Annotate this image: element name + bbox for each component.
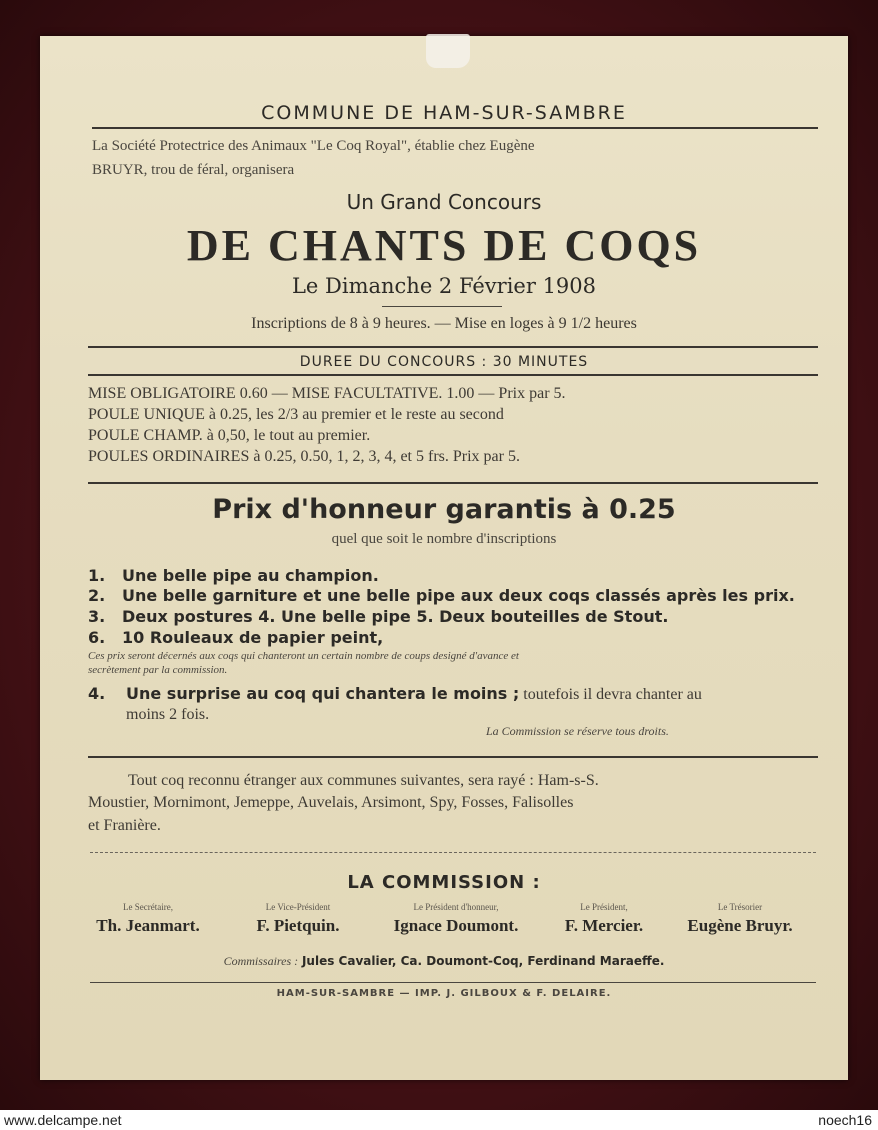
- reserve-note: La Commission se réserve tous droits.: [486, 724, 669, 738]
- mise-line: POULE UNIQUE à 0.25, les 2/3 au premier et le reste au second: [88, 406, 504, 423]
- signatory-name: Ignace Doumont.: [393, 916, 519, 935]
- surprise-line-2: moins 2 fois.: [126, 706, 210, 723]
- mise-line: POULE CHAMP. à 0,50, le tout au premier.: [88, 427, 371, 444]
- signatory-tresorier: [660, 902, 820, 936]
- signatory-president-honneur: [376, 902, 536, 936]
- duree-heading: DUREE DU CONCOURS : 30 MINUTES: [299, 354, 589, 370]
- etranger-line-2: Moustier, Mornimont, Jemeppe, Auvelais, Arsimont, Spy, Fosses, Falisolles: [88, 794, 574, 811]
- etranger-line-3: et Franière.: [88, 817, 161, 834]
- divider-duree-top: [88, 346, 818, 348]
- prize-text: Une belle pipe au champion.: [122, 566, 379, 585]
- signatory-role: Le Vice-Président: [265, 902, 331, 912]
- surprise-rest: toutefois il devra chanter au: [519, 686, 702, 703]
- signatory-vice-president: [218, 902, 378, 936]
- prize-number: 3.: [88, 607, 106, 626]
- signatory-name: F. Pietquin.: [256, 916, 340, 935]
- signatory-name: F. Mercier.: [564, 916, 644, 935]
- grand-concours-heading: Un Grand Concours: [346, 190, 542, 214]
- divider-etranger: [88, 756, 818, 758]
- surprise-number: 4.: [88, 684, 106, 703]
- event-date: Le Dimanche 2 Février 1908: [291, 274, 597, 298]
- signatory-role: Le Président,: [580, 902, 628, 912]
- divider-imprimeur: [90, 982, 816, 983]
- mise-line: POULES ORDINAIRES à 0.25, 0.50, 1, 2, 3, 4, et 5 frs. Prix par 5.: [88, 448, 520, 465]
- commission-heading: LA COMMISSION :: [347, 872, 541, 893]
- prize-text: 10 Rouleaux de papier peint,: [122, 628, 384, 647]
- torn-corner: [426, 34, 470, 68]
- signatory-name: Th. Jeanmart.: [96, 916, 200, 935]
- prize-note-line-1: Ces prix seront décernés aux coqs qui chanteront un certain nombre de coups designé d'avance et: [88, 650, 519, 662]
- prix-subheading: quel que soit le nombre d'inscriptions: [331, 531, 557, 547]
- intro-line-2: BRUYR, trou de féral, organisera: [92, 162, 295, 178]
- watermark-left: www.delcampe.net: [4, 1112, 122, 1128]
- prize-note-line-2: secrètement par la commission.: [88, 664, 228, 676]
- surprise-line: [88, 684, 702, 704]
- watermark-right: noech16: [818, 1112, 872, 1128]
- divider-top: [92, 127, 818, 129]
- imprimeur-line: HAM-SUR-SAMBRE — IMP. J. GILBOUX & F. DELAIRE.: [276, 988, 612, 999]
- prize-item: [88, 586, 795, 605]
- prize-item: [88, 566, 379, 585]
- signatory-role: Le Secrétaire,: [123, 902, 173, 912]
- surprise-bold: Une surprise au coq qui chantera le moins ;: [126, 684, 520, 703]
- inscriptions-line: Inscriptions de 8 à 9 heures. — Mise en loges à 9 1/2 heures: [251, 315, 637, 332]
- prize-number: 1.: [88, 566, 106, 585]
- poster-sheet: [40, 36, 848, 1080]
- divider-duree-bottom: [88, 374, 818, 376]
- signatory-role: Le Président d'honneur,: [413, 902, 499, 912]
- prize-item: [88, 607, 668, 626]
- divider-commission: [90, 852, 816, 853]
- commissaires-label: Commissaires :: [223, 954, 299, 968]
- signatory-role: Le Trésorier: [717, 902, 763, 912]
- watermark-strip: [0, 1110, 878, 1130]
- commune-heading: COMMUNE DE HAM-SUR-SAMBRE: [261, 102, 627, 124]
- prize-text: Une belle garniture et une belle pipe aux deux coqs classés après les prix.: [122, 586, 795, 605]
- intro-line-1: La Société Protectrice des Animaux "Le Coq Royal", établie chez Eugène: [92, 138, 535, 154]
- etranger-line-1: Tout coq reconnu étranger aux communes suivantes, sera rayé : Ham-s-S.: [128, 772, 599, 789]
- commissaires-names: Jules Cavalier, Ca. Doumont-Coq, Ferdinand Maraeffe.: [301, 954, 665, 968]
- mise-line: MISE OBLIGATOIRE 0.60 — MISE FACULTATIVE. 1.00 — Prix par 5.: [88, 385, 566, 402]
- prize-number: 6.: [88, 628, 106, 647]
- signatory-name: Eugène Bruyr.: [687, 916, 793, 935]
- divider-prix: [88, 482, 818, 484]
- main-title: DE CHANTS DE COQS: [186, 221, 702, 270]
- divider-short: [382, 306, 502, 307]
- commissaires-line: [40, 954, 848, 969]
- prix-heading: Prix d'honneur garantis à 0.25: [212, 494, 676, 525]
- prize-item: [88, 628, 383, 647]
- prize-text: Deux postures 4. Une belle pipe 5. Deux bouteilles de Stout.: [122, 607, 669, 626]
- prize-number: 2.: [88, 586, 106, 605]
- signatory-secretaire: [68, 902, 228, 936]
